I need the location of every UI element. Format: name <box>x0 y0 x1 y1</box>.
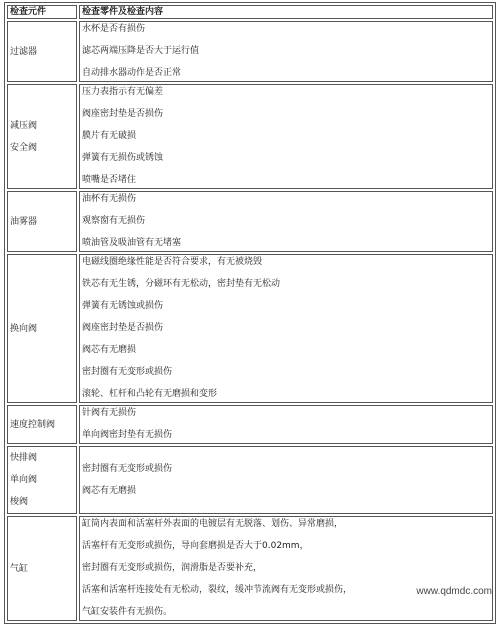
inspection-item: 阀座密封垫是否损伤 <box>82 323 164 333</box>
inspection-table <box>4 2 496 624</box>
inspection-item: 观察窗有无损伤 <box>82 216 146 226</box>
inspection-items-cell <box>79 191 493 252</box>
inspection-item: 密封圈有无变形或损伤 <box>82 463 173 474</box>
inspection-item: 缸筒内表面和活塞杆外表面的电镀层有无脱落、划伤、异常磨损， <box>82 519 344 529</box>
inspection-item: 活塞和活塞杆连接处有无松动，裂纹，缓冲节流阀有无变形或损伤， <box>82 585 353 595</box>
table-row <box>7 21 493 82</box>
inspection-item: 压力表指示有无偏差 <box>82 87 164 97</box>
component-name: 快排阀 <box>10 453 38 463</box>
inspection-item: 弹簧有无损伤或锈蚀 <box>82 153 164 163</box>
inspection-item: 针阀有无损伤 <box>82 408 137 418</box>
inspection-item: 水杯是否有损伤 <box>82 24 146 34</box>
table-row <box>7 254 493 403</box>
component-cell <box>7 84 77 189</box>
inspection-item: 滤芯两端压降是否大于运行值 <box>82 46 200 56</box>
inspection-items-cell <box>79 516 493 621</box>
inspection-item: 膜片有无破损 <box>82 131 137 141</box>
site-watermark: www.qdmdc.com <box>416 586 492 597</box>
component-cell <box>7 516 77 621</box>
component-name: 梭阀 <box>10 497 29 507</box>
component-name: 换向阀 <box>10 323 38 334</box>
inspection-item: 喷油管及吸油管有无堵塞 <box>82 238 182 248</box>
inspection-items-cell <box>79 21 493 82</box>
component-cell <box>7 254 77 403</box>
component-name: 过滤器 <box>10 46 38 57</box>
component-name: 单向阀 <box>10 475 38 485</box>
inspection-item: 阀芯有无磨损 <box>82 485 137 496</box>
component-cell <box>7 405 77 444</box>
inspection-items-cell <box>79 446 493 514</box>
inspection-item: 滚轮、杠杆和凸轮有无磨损和变形 <box>82 389 218 399</box>
table-row <box>7 191 493 252</box>
inspection-item: 喷嘴是否堵住 <box>82 175 137 185</box>
table-row <box>7 84 493 189</box>
inspection-item: 阀芯有无磨损 <box>82 345 137 355</box>
inspection-document <box>4 2 496 624</box>
component-name: 油雾器 <box>10 216 38 227</box>
inspection-item: 电磁线圈绝缘性能是否符合要求，有无被烧毁 <box>82 257 263 267</box>
header-component: 检查元件 <box>7 5 77 19</box>
inspection-item: 油杯有无损伤 <box>82 194 137 204</box>
inspection-item: 阀座密封垫是否损伤 <box>82 109 164 119</box>
header-content: 检查零件及检查内容 <box>79 5 493 19</box>
component-name: 安全阀 <box>10 142 38 153</box>
component-cell <box>7 446 77 514</box>
inspection-item: 单向阀密封垫有无损伤 <box>82 430 173 440</box>
component-name: 减压阀 <box>10 120 38 131</box>
inspection-item: 铁芯有无生锈，分磁环有无松动，密封垫有无松动 <box>82 279 281 289</box>
inspection-items-cell <box>79 254 493 403</box>
inspection-item: 弹簧有无锈蚀或损伤 <box>82 301 164 311</box>
inspection-item: 气缸安装件有无损伤。 <box>82 607 173 617</box>
component-cell <box>7 191 77 252</box>
table-row <box>7 516 493 621</box>
inspection-item: 密封圈有无变形或损伤，润滑脂是否要补充， <box>82 563 263 573</box>
table-row <box>7 446 493 514</box>
component-cell <box>7 21 77 82</box>
inspection-items-cell <box>79 84 493 189</box>
component-name: 速度控制阀 <box>10 419 56 430</box>
table-row <box>7 405 493 444</box>
inspection-item: 活塞杆有无变形或损伤，导向套磨损是否大于0.02mm， <box>82 541 309 551</box>
inspection-item: 自动排水器动作是否正常 <box>82 68 182 78</box>
header-row <box>7 5 493 19</box>
inspection-items-cell <box>79 405 493 444</box>
component-name: 气缸 <box>10 563 29 574</box>
inspection-item: 密封圈有无变形或损伤 <box>82 367 173 377</box>
table-body <box>7 21 493 621</box>
